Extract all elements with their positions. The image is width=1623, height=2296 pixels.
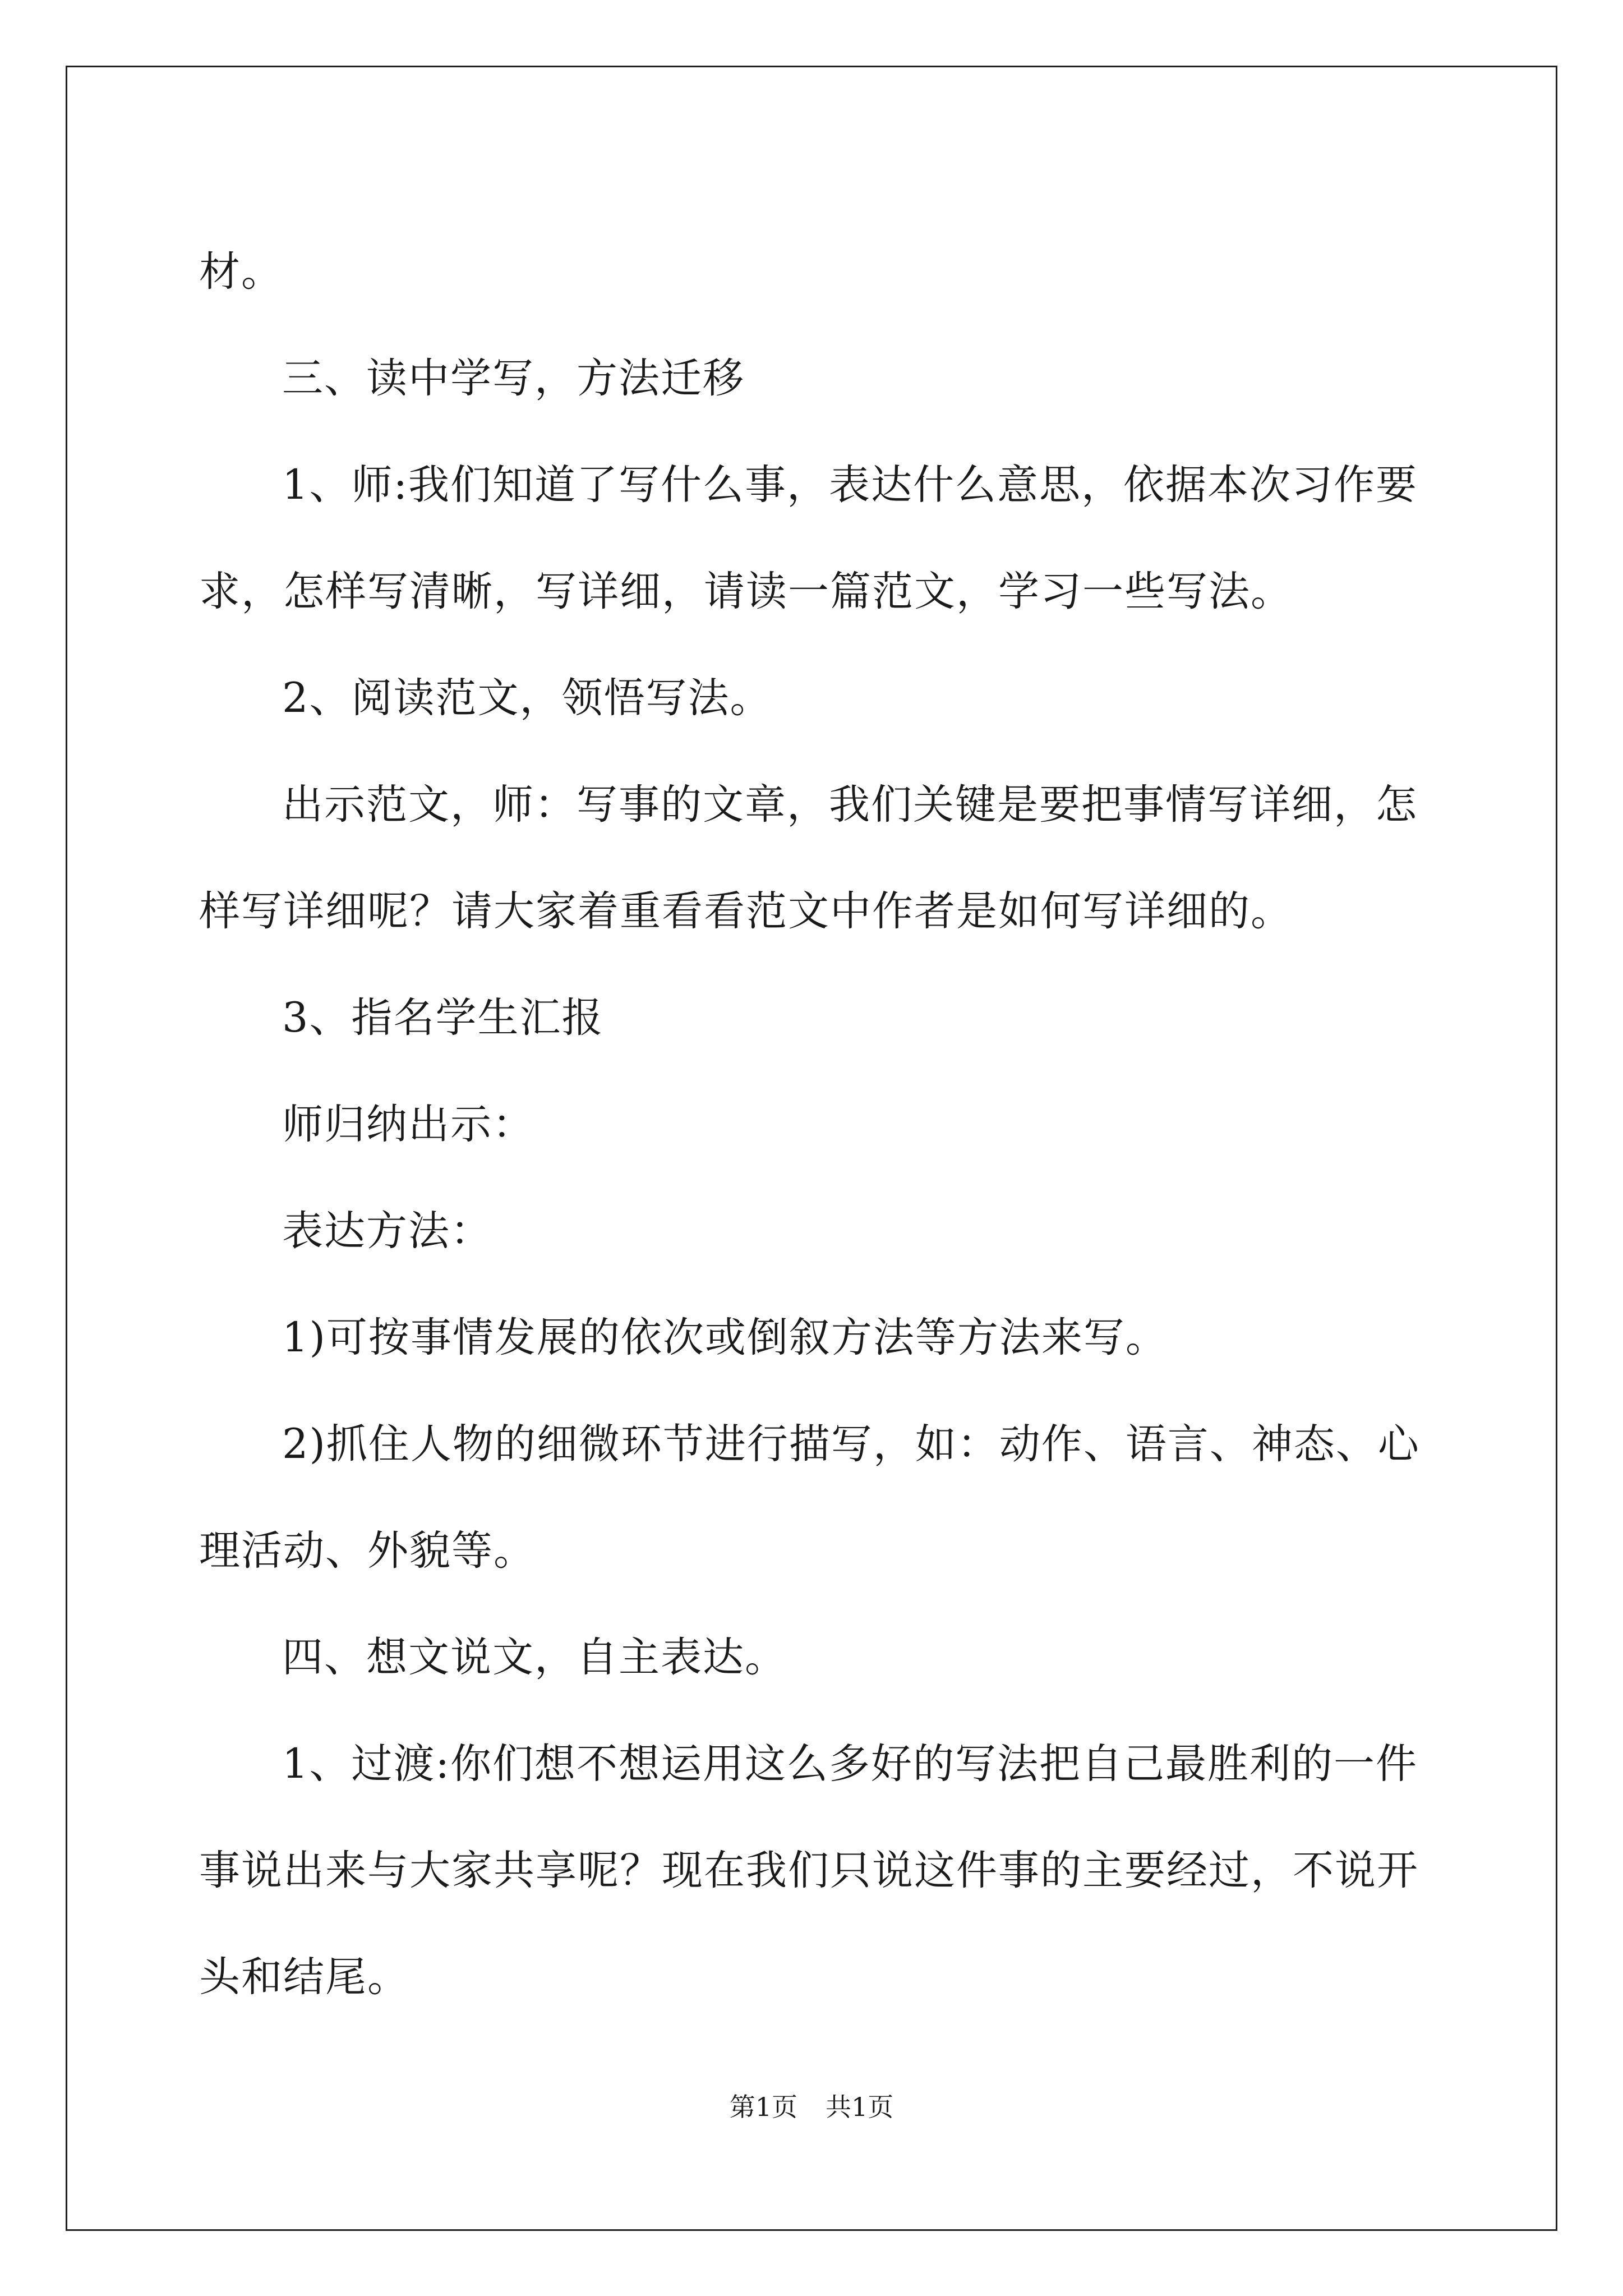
page-total: 共1页 bbox=[826, 2092, 894, 2122]
page-number: 第1页 bbox=[729, 2092, 797, 2122]
paragraph-method-1: 1)可按事情发展的依次或倒叙方法等方法来写。 bbox=[282, 1314, 1168, 1361]
paragraph-step-1: 1、师:我们知道了写什么事，表达什么意思，依据本次习作要求，怎样写清晰，写详细，请读一篇范文，学习一些写法。 bbox=[199, 461, 1418, 615]
paragraph-method-2: 2)抓住人物的细微环节进行描写，如：动作、语言、神态、心理活动、外貌等。 bbox=[199, 1420, 1420, 1575]
paragraph-step-3: 3、指名学生汇报 bbox=[282, 994, 604, 1042]
section-heading-three: 三、读中学写，方法迁移 bbox=[282, 355, 745, 402]
paragraph-transition: 1、过渡:你们想不想运用这么多好的写法把自己最胜利的一件事说出来与大家共享呢？现在我们只说这件事的主要经过，不说开头和结尾。 bbox=[199, 1740, 1419, 2001]
paragraph-methods-label: 表达方法： bbox=[282, 1207, 492, 1255]
paragraph-teacher-summary: 师归纳出示： bbox=[282, 1101, 534, 1148]
paragraph-sample-essay: 出示范文，师：写事的文章，我们关键是要把事情写详细，怎样写详细呢？请大家着重看看范文中作者是如何写详细的。 bbox=[199, 781, 1418, 935]
section-heading-four: 四、想文说文，自主表达。 bbox=[282, 1634, 787, 1681]
page-footer bbox=[0, 2087, 1623, 2124]
document-body bbox=[199, 219, 1450, 2031]
paragraph-step-2: 2、阅读范文，领悟写法。 bbox=[282, 674, 772, 722]
paragraph-continuation: 材。 bbox=[199, 248, 283, 296]
